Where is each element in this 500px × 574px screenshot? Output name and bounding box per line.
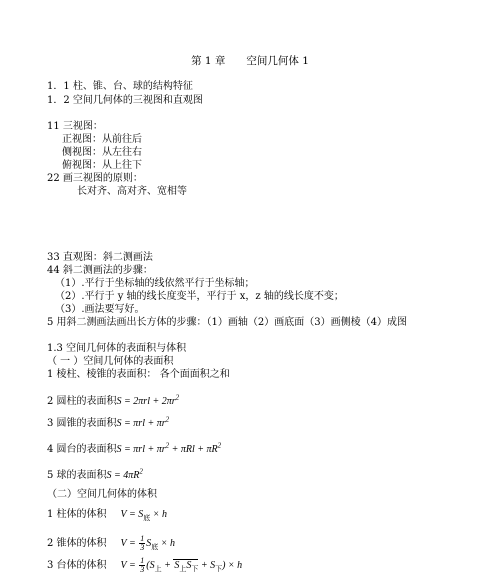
prism-area-text: 1 棱柱、棱锥的表面积： 各个面面积之和 — [47, 369, 230, 380]
principle-rule: 长对齐、高对齐、宽相等 — [77, 186, 187, 197]
frustum-volume-label: 3 台体的体积 — [47, 559, 107, 571]
frustum-area-label: 4 圆台的表面积 — [47, 444, 117, 455]
prism-volume-row — [47, 509, 167, 521]
pyramid-volume-formula: V = $\frac{1}{3}$ $S_底 \times h$ — [120, 534, 175, 552]
frustum-volume-clip — [0, 556, 500, 574]
three-views-heading: 11 三视图： — [47, 121, 103, 132]
prism-volume-formula: $V = S_底 \times h$ — [120, 509, 167, 522]
sphere-area-label: 5 球的表面积 — [47, 470, 107, 481]
cylinder-area-formula: $S = 2\pi rl + 2\pi r^2$ — [116, 393, 180, 407]
cylinder-area-label: 2 圆柱的表面积 — [47, 396, 117, 407]
oblique-steps-heading: 44 斜二测画法的步骤： — [47, 265, 153, 276]
frustum-volume-row — [47, 557, 242, 574]
chapter-title: 第 1 章 空间几何体 1 — [191, 55, 309, 67]
oblique-step-1: （1）.平行于坐标轴的线依然平行于坐标轴； — [55, 278, 255, 289]
side-view-text: 侧视图：从左往右 — [62, 147, 142, 158]
sphere-area-row — [47, 467, 143, 482]
cone-area-row — [47, 415, 170, 430]
top-view-text: 俯视图：从上往下 — [62, 160, 142, 171]
oblique-heading: 33 直观图：斜二测画法 — [47, 252, 153, 263]
section-1-2: 1．2 空间几何体的三视图和直观图 — [47, 95, 203, 106]
frustum-area-row — [47, 441, 222, 456]
cuboid-steps: 5 用斜二测画法画出长方体的步骤：（1）画轴（2）画底面（3）画侧棱（4）成图 — [47, 317, 407, 328]
pyramid-volume-label: 2 锥体的体积 — [47, 537, 107, 549]
volume-heading: （二）空间几何体的体积 — [47, 489, 157, 500]
area-volume-heading: 1.3 空间几何体的表面积与体积 — [47, 343, 187, 354]
frustum-volume-formula: V = $\frac{1}{3}$ $(S_上 + S_上S_下 + S_下) \times h$ — [120, 556, 243, 574]
frustum-area-formula: $S = \pi rl + \pi r^2 + \pi Rl + \pi R^2$ — [116, 441, 222, 455]
section-1-1: 1．1 柱、锥、台、球的结构特征 — [47, 81, 193, 92]
pyramid-volume-row — [47, 535, 175, 552]
cylinder-area-row — [47, 393, 180, 408]
prism-volume-label: 1 柱体的体积 — [47, 509, 107, 520]
front-view-text: 正视图：从前往后 — [62, 134, 142, 145]
surface-area-heading: （ 一 ）空间几何体的表面积 — [47, 356, 174, 367]
sphere-area-formula: $S = 4\pi R^2$ — [106, 467, 143, 481]
oblique-step-2: （2）.平行于 y 轴的线长度变半，平行于 x，z 轴的线长度不变； — [55, 291, 344, 302]
cone-area-formula: $S = \pi rl + \pi r^2$ — [116, 415, 170, 429]
cone-area-label: 3 圆锥的表面积 — [47, 418, 117, 429]
principle-heading: 22 画三视图的原则： — [47, 173, 143, 184]
oblique-step-3: （3）.画法要写好。 — [55, 304, 145, 315]
